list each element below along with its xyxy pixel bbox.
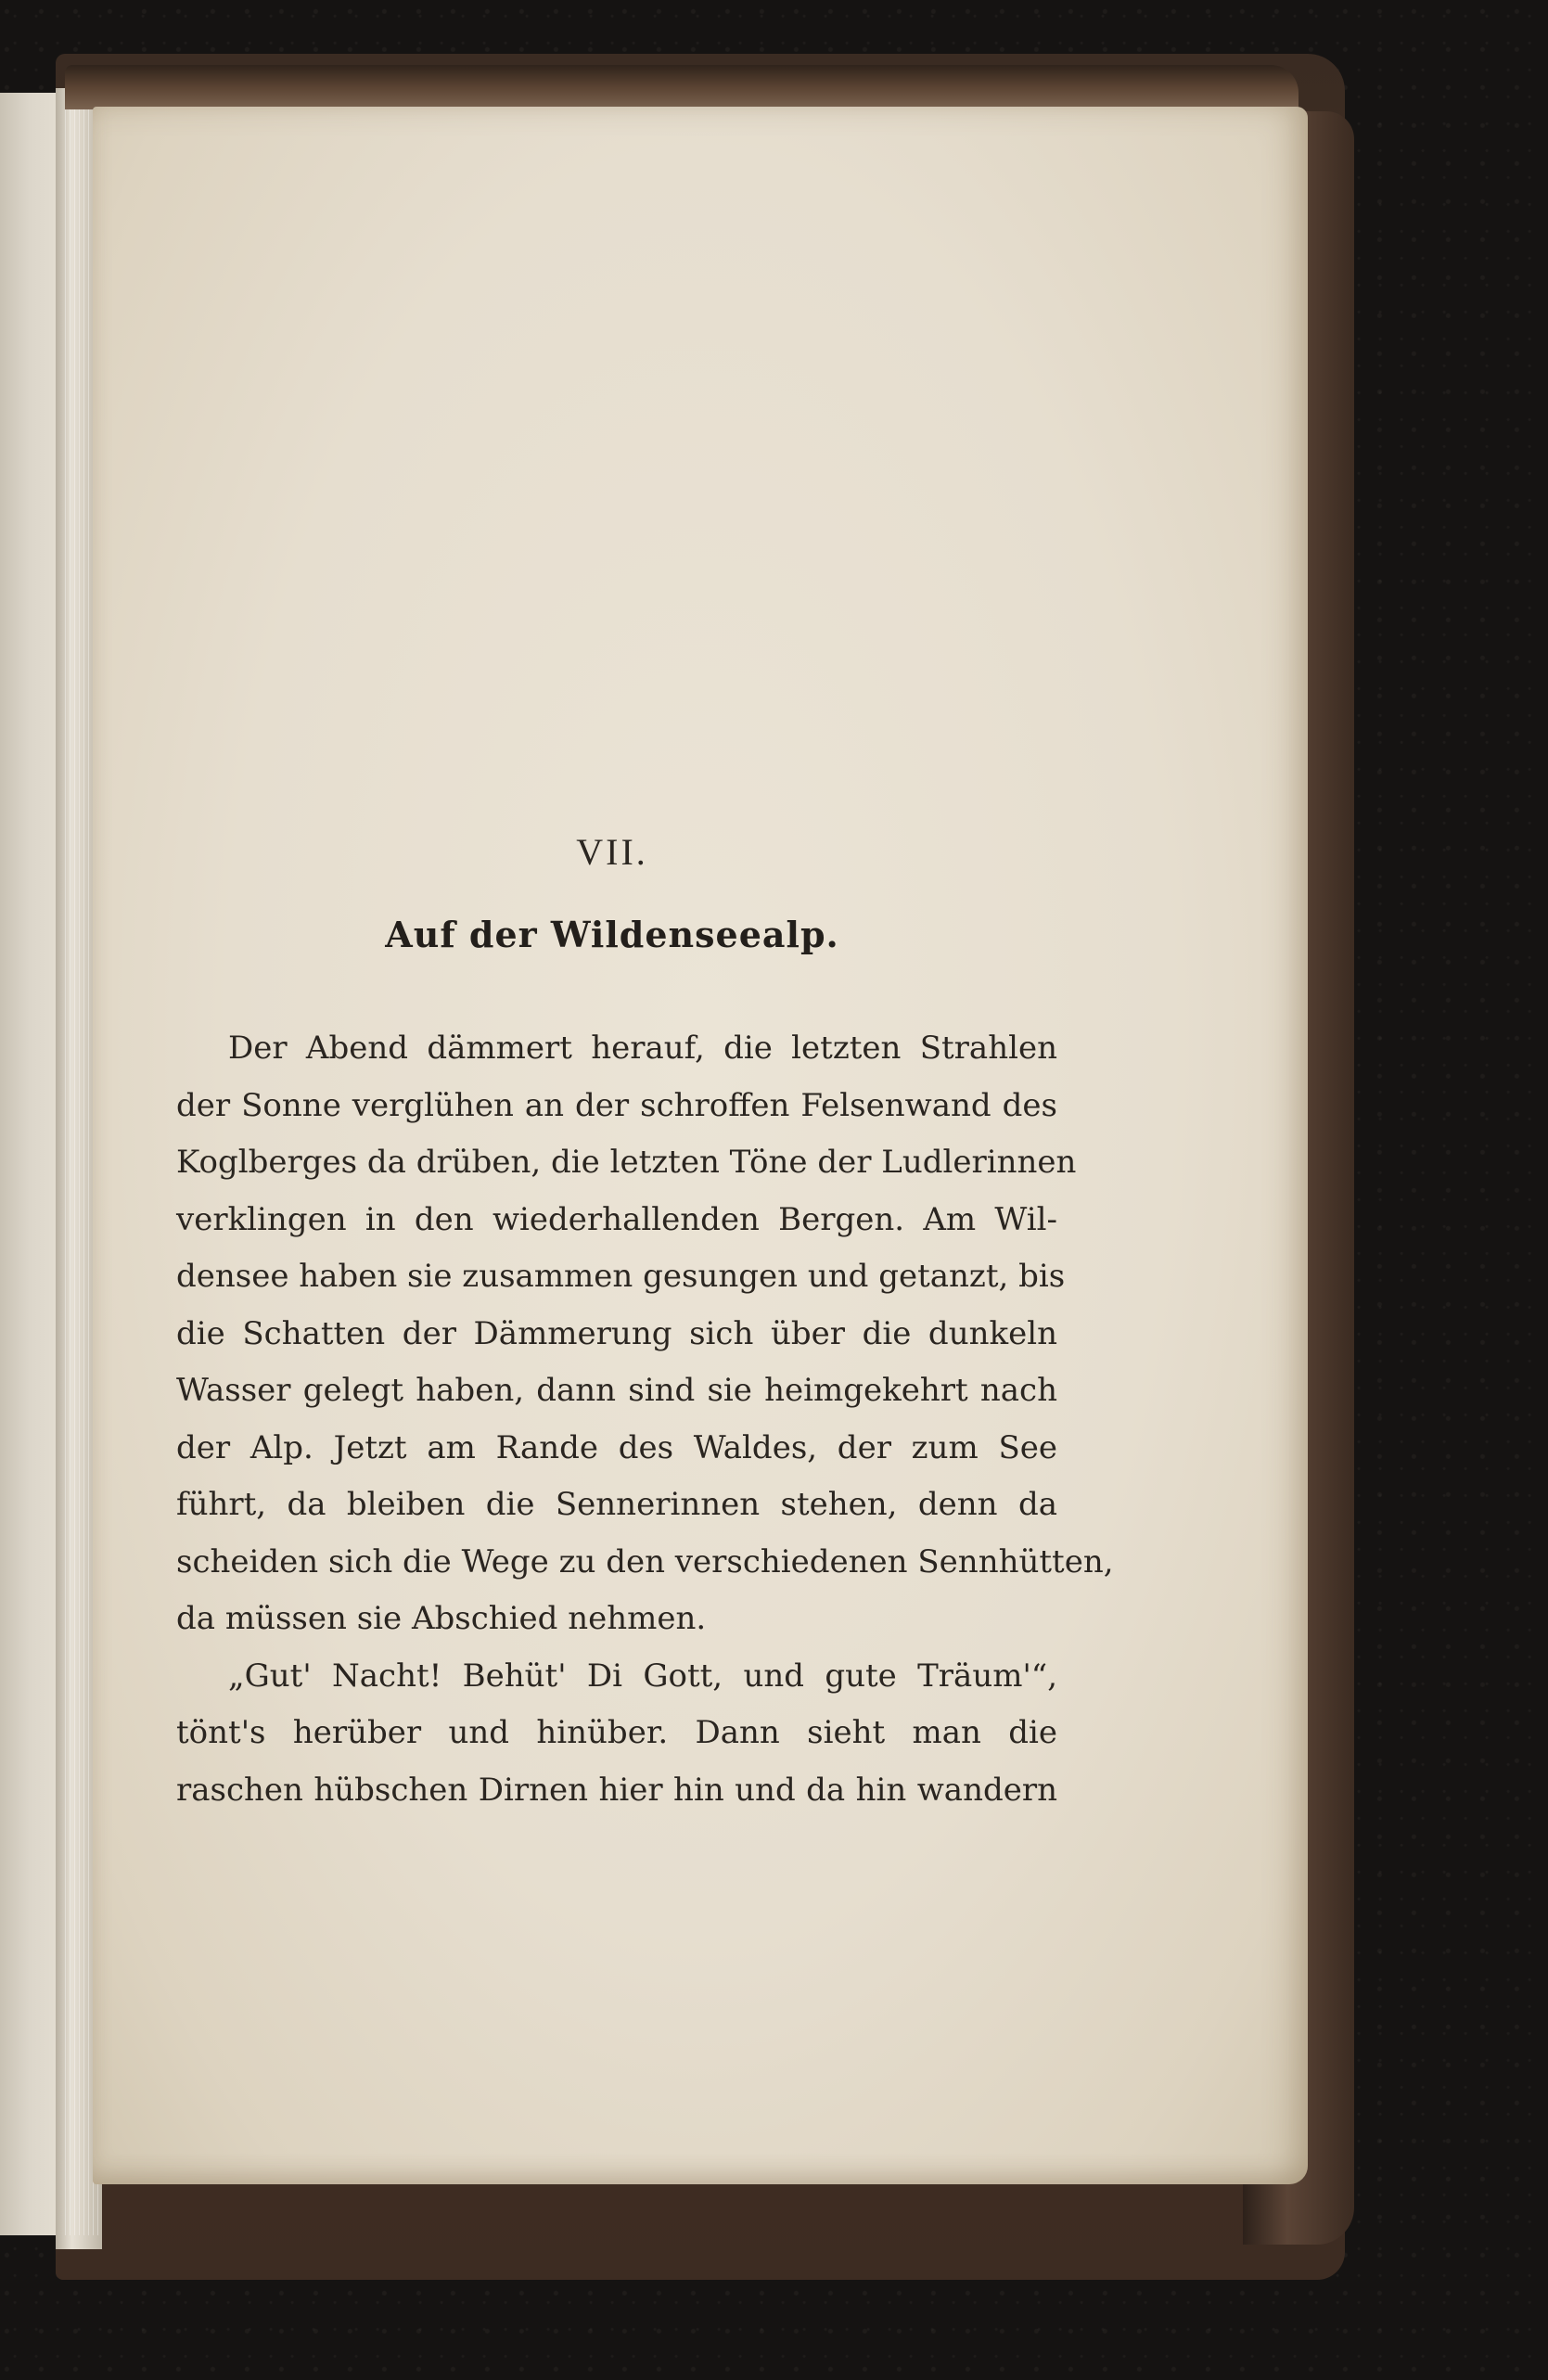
text-line: Wasser gelegt haben, dann sind sie heimgekehrt nach <box>176 1372 1057 1409</box>
text-line: führt, da bleiben die Sennerinnen stehen, denn da <box>176 1486 1057 1523</box>
page-top-binding <box>65 65 1299 109</box>
text-line: der Sonne verglühen an der schroffen Felsenwand des <box>176 1086 1057 1124</box>
chapter-body <box>176 1020 1114 1819</box>
text-line: „Gut' Nacht! Behüt' Di Gott, und gute Träum'“, <box>228 1657 1057 1695</box>
text-line: der Alp. Jetzt am Rande des Waldes, der zum See <box>176 1428 1057 1466</box>
text-line: da müssen sie Abschied nehmen. <box>176 1600 707 1637</box>
text-line: densee haben sie zusammen gesungen und getanzt, bis <box>176 1258 1066 1295</box>
text-line: raschen hübschen Dirnen hier hin und da hin wandern <box>176 1771 1057 1809</box>
text-line: Koglberges da drüben, die letzten Töne der Ludlerinnen <box>176 1144 1077 1181</box>
text-line: tönt's herüber und hinüber. Dann sieht man die <box>176 1714 1057 1751</box>
text-line: die Schatten der Dämmerung sich über die dunkeln <box>176 1314 1057 1352</box>
chapter-number: VII. <box>576 831 648 873</box>
text-line: verklingen in den wiederhallenden Bergen. Am Wil- <box>176 1200 1057 1238</box>
chapter-title: Auf der Wildenseealp. <box>385 914 839 955</box>
text-line: scheiden sich die Wege zu den verschiedenen Sennhütten, <box>176 1542 1114 1580</box>
text-line: Der Abend dämmert herauf, die letzten Strahlen <box>228 1030 1057 1067</box>
